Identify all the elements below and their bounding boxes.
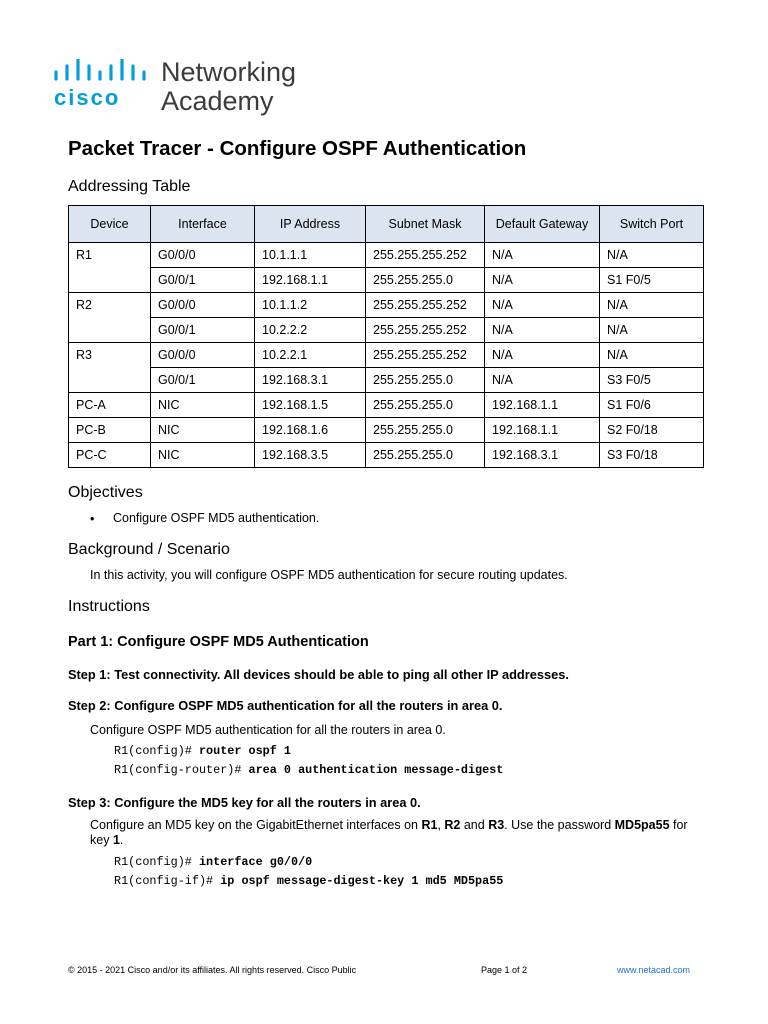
cisco-networking-academy-logo: [54, 57, 314, 119]
table-row: [69, 318, 704, 343]
step3-text-line2: [90, 833, 123, 847]
col-header: Subnet Mask: [366, 206, 485, 243]
col-header: IP Address: [255, 206, 366, 243]
text-bold: R2: [444, 818, 461, 832]
cell: 192.168.3.5: [255, 443, 366, 468]
cell: PC-C: [69, 443, 151, 468]
cell: G0/0/1: [151, 318, 255, 343]
background-heading: Background / Scenario: [68, 541, 230, 558]
bullet-icon: •: [90, 512, 95, 526]
cell: N/A: [485, 293, 600, 318]
part1-heading: Part 1: Configure OSPF MD5 Authentication: [68, 634, 369, 650]
logo-line2: Academy: [161, 86, 274, 116]
table-row: [69, 368, 704, 393]
cell: N/A: [485, 243, 600, 268]
text-span: .: [119, 833, 124, 847]
objective-item: Configure OSPF MD5 authentication.: [113, 511, 320, 525]
cell: 192.168.1.6: [255, 418, 366, 443]
col-header: Switch Port: [600, 206, 704, 243]
cell: NIC: [151, 393, 255, 418]
step2-code-line: [114, 763, 503, 777]
code-prompt: R1(config)#: [114, 744, 199, 758]
cell: R3: [69, 343, 151, 368]
cell: N/A: [600, 343, 704, 368]
cell: G0/0/1: [151, 368, 255, 393]
cell: S1 F0/6: [600, 393, 704, 418]
cell: 255.255.255.0: [366, 368, 485, 393]
table-row: [69, 418, 704, 443]
code-prompt: R1(config)#: [114, 855, 199, 869]
cell: S1 F0/5: [600, 268, 704, 293]
step2-heading: Step 2: Configure OSPF MD5 authentication for all the routers in area 0.: [68, 698, 503, 713]
text-bold: MD5pa55: [614, 818, 670, 832]
text-bold: R3: [488, 818, 505, 832]
cell: G0/0/0: [151, 293, 255, 318]
step2-text: Configure OSPF MD5 authentication for all the routers in area 0.: [90, 723, 446, 737]
text-span: . Use the password: [504, 818, 615, 832]
table-row: [69, 443, 704, 468]
text-span: ,: [437, 818, 445, 832]
cell: N/A: [600, 318, 704, 343]
cell: R1: [69, 243, 151, 268]
text-bold: R1: [421, 818, 438, 832]
cell: 10.1.1.2: [255, 293, 366, 318]
page-title: Packet Tracer - Configure OSPF Authentication: [68, 137, 527, 160]
addressing-table-heading: Addressing Table: [68, 178, 191, 195]
cell: 255.255.255.0: [366, 443, 485, 468]
cell: N/A: [600, 293, 704, 318]
cell: NIC: [151, 418, 255, 443]
cell: 255.255.255.252: [366, 293, 485, 318]
cell: 192.168.1.1: [485, 418, 600, 443]
col-header: Device: [69, 206, 151, 243]
cell: N/A: [600, 243, 704, 268]
step1-heading: Step 1: Test connectivity. All devices should be able to ping all other IP addresses.: [68, 667, 569, 682]
footer-copyright: © 2015 - 2021 Cisco and/or its affiliates. All rights reserved. Cisco Public: [68, 965, 357, 975]
cell: 10.2.2.2: [255, 318, 366, 343]
table-row: [69, 293, 704, 318]
cell: 255.255.255.0: [366, 418, 485, 443]
cell: NIC: [151, 443, 255, 468]
objectives-heading: Objectives: [68, 484, 143, 501]
cell: G0/0/1: [151, 268, 255, 293]
step3-heading: Step 3: Configure the MD5 key for all the routers in area 0.: [68, 795, 421, 810]
logo-cisco-wordmark: cisco: [54, 85, 121, 110]
footer-page-number: Page 1 of 2: [481, 965, 528, 975]
col-header: Interface: [151, 206, 255, 243]
cell: 192.168.1.1: [485, 393, 600, 418]
cell: N/A: [485, 368, 600, 393]
col-header: Default Gateway: [485, 206, 600, 243]
text-bold: 1: [112, 833, 120, 847]
cell: 255.255.255.0: [366, 393, 485, 418]
instructions-heading: Instructions: [68, 598, 150, 615]
step3-code-line: [114, 855, 312, 869]
text-span: Configure an MD5 key on the GigabitEthernet interfaces on: [90, 818, 422, 832]
cell: 192.168.1.1: [255, 268, 366, 293]
code-prompt: R1(config-if)#: [114, 874, 221, 888]
step3-code-line: [114, 874, 503, 888]
cisco-bars-icon: [54, 59, 146, 85]
cell: R2: [69, 293, 151, 318]
cell: [69, 318, 151, 343]
addressing-table: [68, 205, 704, 468]
code-command: router ospf 1: [198, 744, 291, 758]
footer-link[interactable]: www.netacad.com: [617, 965, 691, 975]
code-prompt: R1(config-router)#: [114, 763, 249, 777]
text-span: key: [90, 833, 113, 847]
cell: 192.168.1.5: [255, 393, 366, 418]
text-span: and: [460, 818, 489, 832]
cell: 255.255.255.252: [366, 343, 485, 368]
cell: 10.1.1.1: [255, 243, 366, 268]
step2-code-line: [114, 744, 291, 758]
logo-line1: Networking: [161, 57, 297, 87]
cell: 192.168.3.1: [255, 368, 366, 393]
table-row: [69, 393, 704, 418]
table-row: [69, 268, 704, 293]
cell: 192.168.3.1: [485, 443, 600, 468]
cell: G0/0/0: [151, 243, 255, 268]
cell: 255.255.255.252: [366, 243, 485, 268]
cell: S3 F0/18: [600, 443, 704, 468]
cell: [69, 368, 151, 393]
cell: PC-B: [69, 418, 151, 443]
cell: 10.2.2.1: [255, 343, 366, 368]
cell: S3 F0/5: [600, 368, 704, 393]
cell: N/A: [485, 318, 600, 343]
background-text: In this activity, you will configure OSPF MD5 authentication for secure routing updates.: [90, 568, 568, 582]
cell: N/A: [485, 268, 600, 293]
code-command: interface g0/0/0: [198, 855, 313, 869]
table-row: [69, 343, 704, 368]
cell: PC-A: [69, 393, 151, 418]
cell: G0/0/0: [151, 343, 255, 368]
cell: S2 F0/18: [600, 418, 704, 443]
table-header-row: [69, 206, 704, 243]
text-span: for: [669, 818, 688, 832]
table-row: [69, 243, 704, 268]
cell: 255.255.255.252: [366, 318, 485, 343]
code-command: area 0 authentication message-digest: [248, 763, 504, 777]
cell: 255.255.255.0: [366, 268, 485, 293]
code-command: ip ospf message-digest-key 1 md5 MD5pa55: [220, 874, 504, 888]
step3-text-line1: [90, 818, 688, 832]
cell: [69, 268, 151, 293]
cell: N/A: [485, 343, 600, 368]
